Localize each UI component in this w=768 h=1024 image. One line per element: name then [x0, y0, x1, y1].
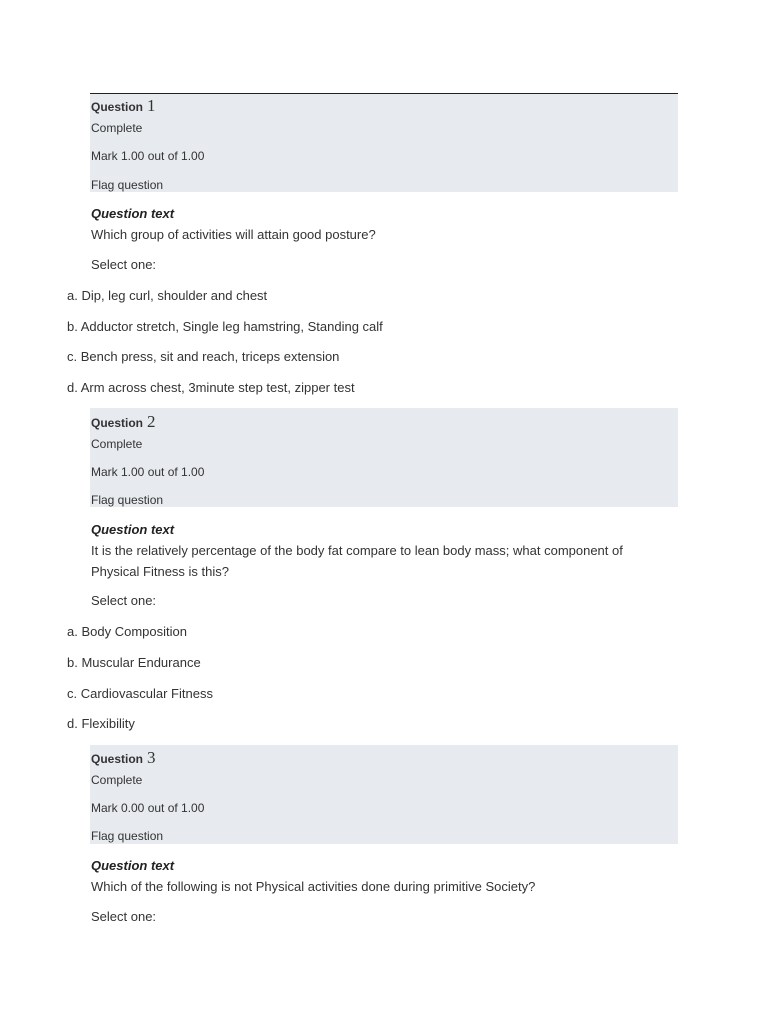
question-2-title [91, 412, 156, 432]
question-state: Complete [91, 437, 143, 451]
question-state: Complete [91, 121, 143, 135]
answer-option-a[interactable]: a. Body Composition [67, 624, 187, 639]
question-mark: Mark 1.00 out of 1.00 [91, 149, 205, 163]
answer-option-d[interactable]: d. Arm across chest, 3minute step test, zipper test [67, 380, 355, 395]
flag-question-link[interactable]: Flag question [91, 178, 164, 192]
question-mark: Mark 1.00 out of 1.00 [91, 465, 205, 479]
answer-option-b[interactable]: b. Adductor stretch, Single leg hamstring, Standing calf [67, 319, 383, 334]
answer-option-d[interactable]: d. Flexibility [67, 716, 135, 731]
question-text: It is the relatively percentage of the body fat compare to lean body mass; what component of Physical Fitness is this? [91, 543, 623, 579]
flag-question-link[interactable]: Flag question [91, 829, 164, 843]
answer-option-a[interactable]: a. Dip, leg curl, shoulder and chest [67, 288, 268, 303]
answer-option-c[interactable]: c. Cardiovascular Fitness [67, 686, 213, 701]
answer-option-c[interactable]: c. Bench press, sit and reach, triceps extension [67, 349, 340, 364]
question-state: Complete [91, 773, 143, 787]
question-label: Question [91, 100, 144, 114]
question-text: Which of the following is not Physical activities done during primitive Society? [91, 879, 536, 894]
question-text-label: Question text [91, 522, 175, 537]
question-mark: Mark 0.00 out of 1.00 [91, 801, 205, 815]
question-text: Which group of activities will attain good posture? [91, 227, 376, 242]
question-1-info [90, 94, 678, 192]
question-1-title [91, 96, 156, 116]
question-number: 2 [147, 412, 156, 431]
select-one-label: Select one: [91, 593, 157, 608]
question-number: 3 [147, 748, 156, 767]
select-one-label: Select one: [91, 909, 157, 924]
question-text-label: Question text [91, 858, 175, 873]
question-number: 1 [147, 96, 156, 115]
question-label: Question [91, 416, 144, 430]
question-text-label: Question text [91, 206, 175, 221]
question-3-info [90, 745, 678, 844]
question-2-info [90, 408, 678, 507]
question-3-title [91, 748, 156, 768]
answer-option-b[interactable]: b. Muscular Endurance [67, 655, 201, 670]
question-label: Question [91, 752, 144, 766]
select-one-label: Select one: [91, 257, 157, 272]
flag-question-link[interactable]: Flag question [91, 493, 164, 507]
